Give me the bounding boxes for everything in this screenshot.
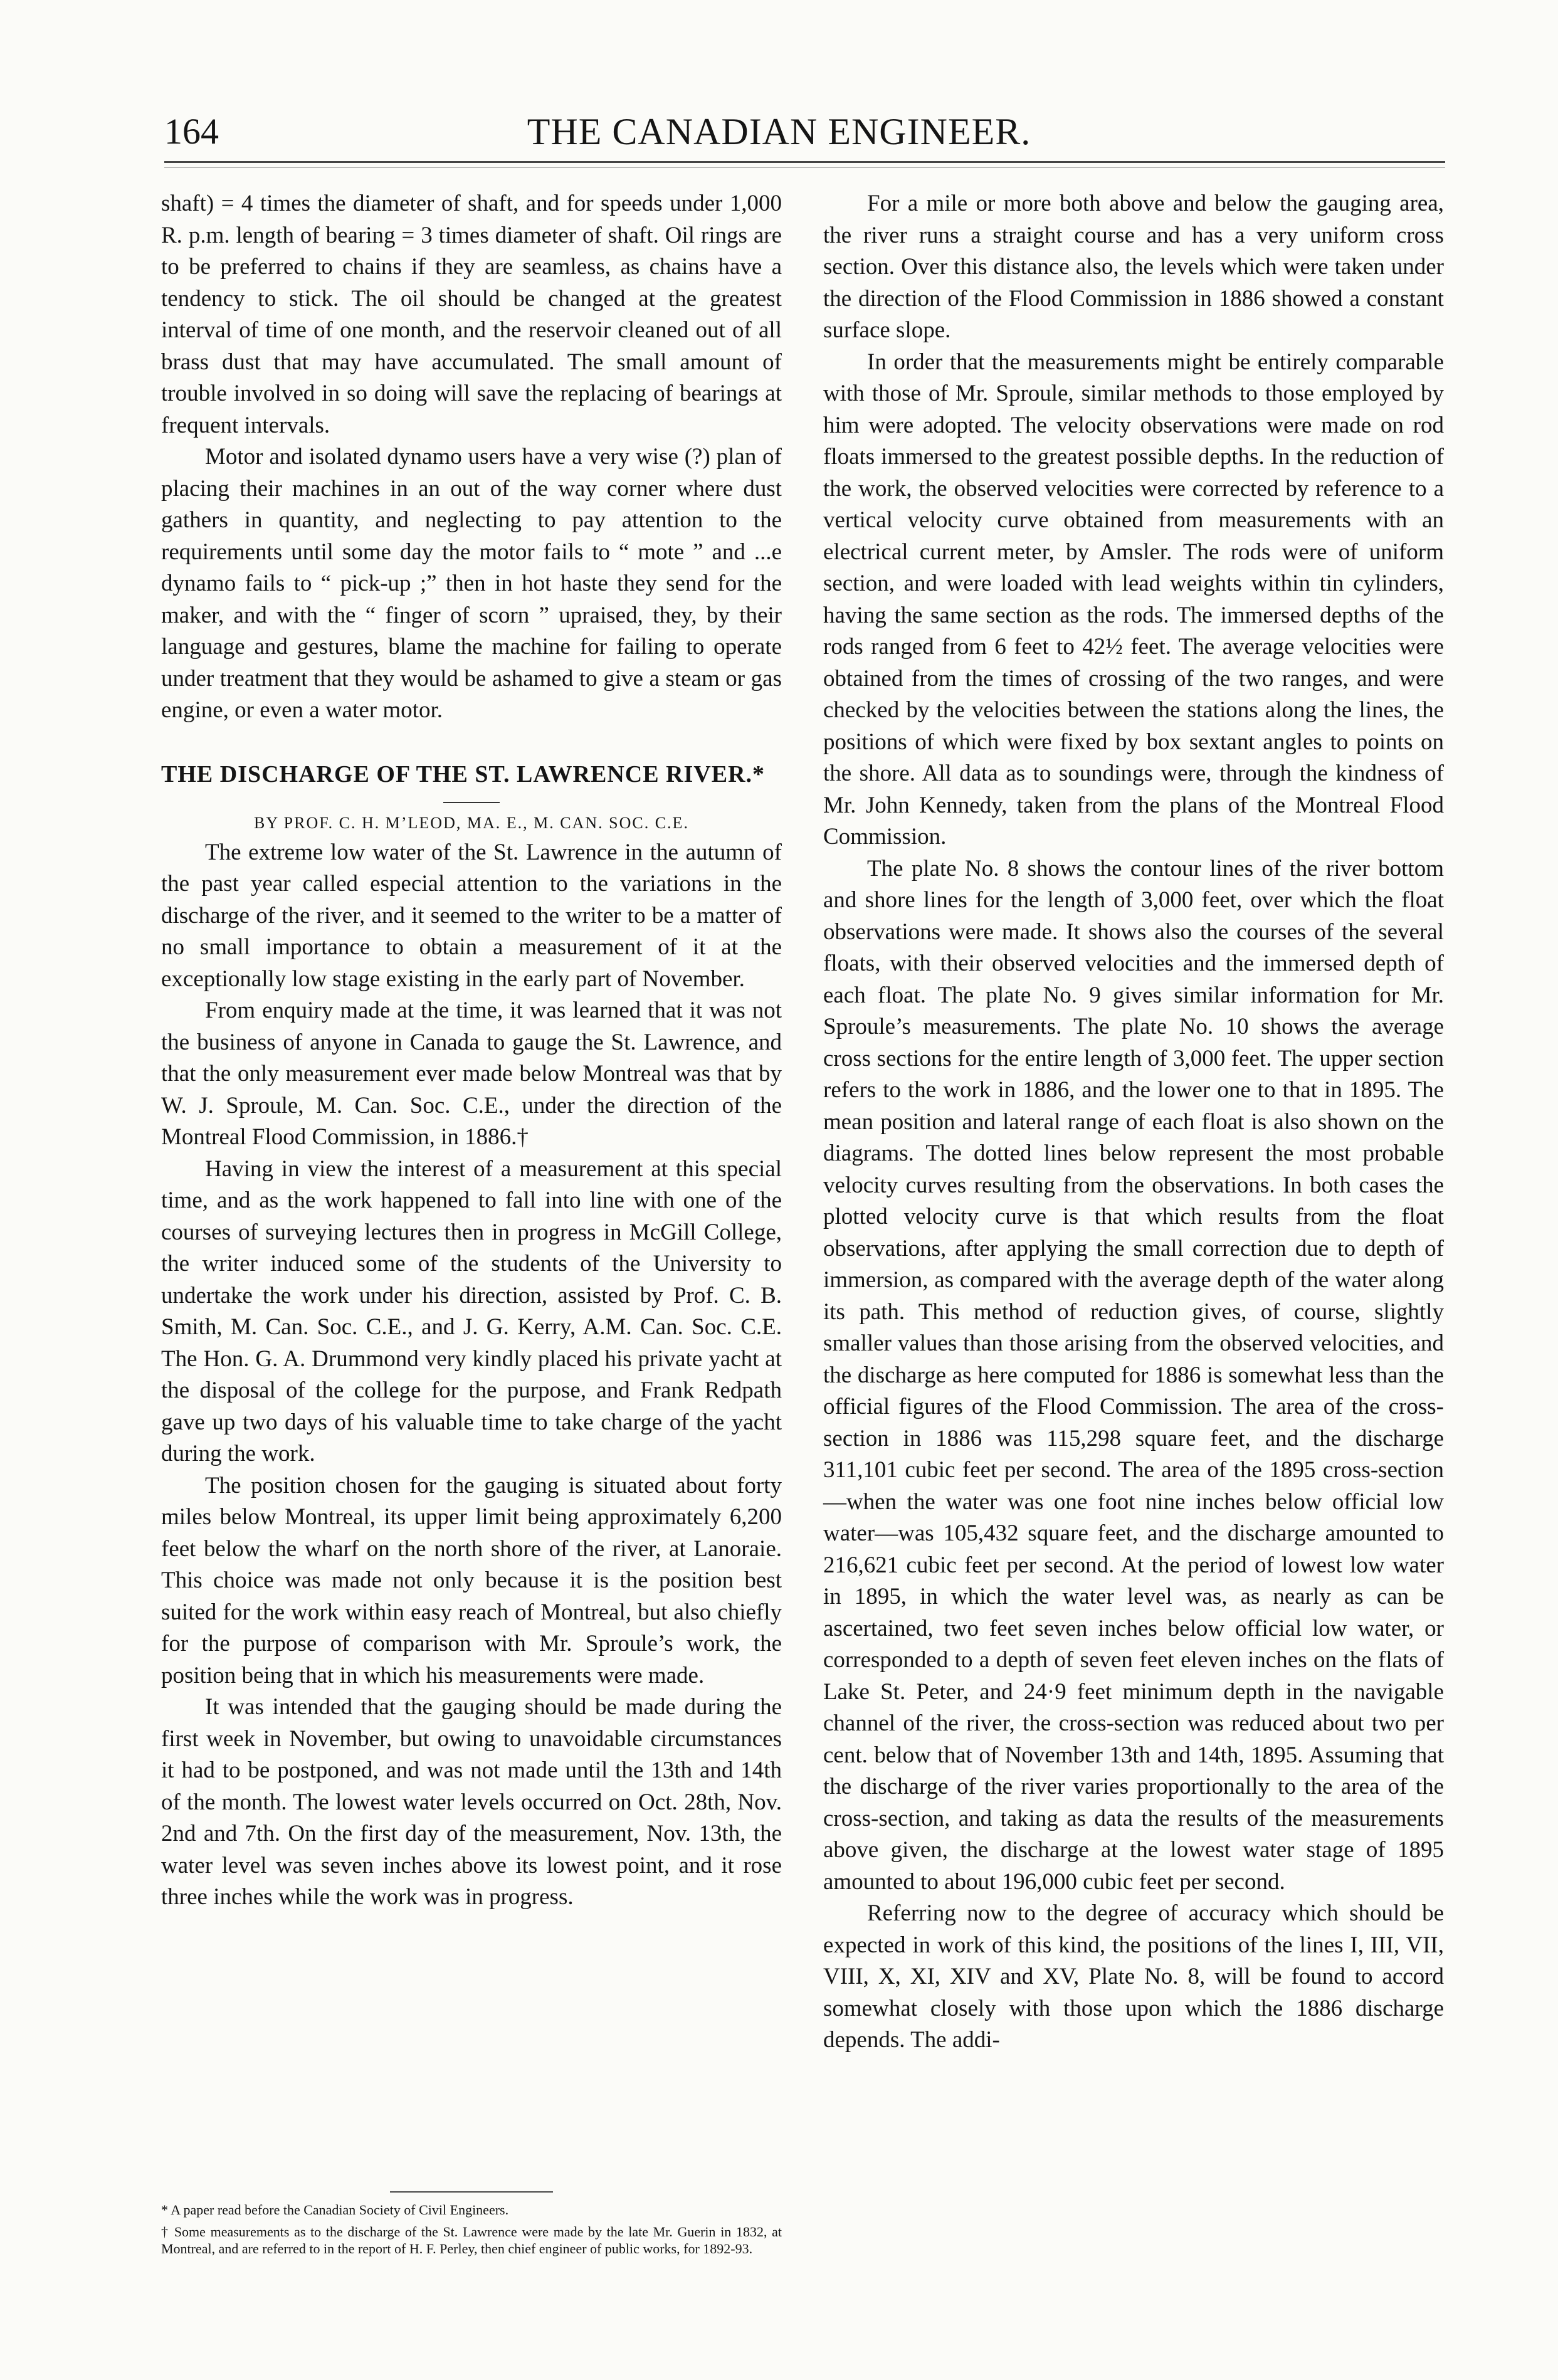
article-title: THE DISCHARGE OF THE ST. LAWRENCE RIVER.* [161,761,766,787]
header-rule [164,161,1445,163]
article-paragraph: The plate No. 8 shows the contour lines of the river bottom and shore lines for the length of 3,000 feet, over which the float observations were made. It shows also the courses of the several floats, with their observed velocities and the immersed depth of each float. The plate No. 9 gives similar information for Mr. Sproule’s measurements. The plate No. 10 shows the average cross sections for the entire length of 3,000 feet. The upper section refers to the work in 1886, and the lower one to that in 1895. The mean position and lateral range of each float is also shown on the diagrams. The dotted lines below represent the most probable velocity curves resulting from the observations. In both cases the plotted velocity curve is that which results from the float observations, after applying the small correction due to depth of immersion, as compared with the average depth of the water along its path. This method of reduction gives, of course, slightly smaller values than those arising from the observed velocities, and the discharge as here computed for 1886 is somewhat less than the official figures of the Flood Commission. The area of the cross-section in 1886 was 115,298 square feet, and the discharge 311,101 cubic feet per second. The area of the 1895 cross-section—when the water was one foot nine inches below official low water—was 105,432 square feet, and the discharge amounted to 216,621 cubic feet per second. At the period of lowest low water in 1895, in which the water level was, as nearly as can be ascertained, two feet seven inches below official low water, or corresponded to a depth of seven feet eleven inches on the flats of Lake St. Peter, and 24·9 feet minimum depth in the navigable channel of the river, the cross-section was reduced about two per cent. below that of November 13th and 14th, 1895. Assuming that the discharge of the river varies proportionally to the area of the cross-section, and taking as data the results of the measurements above given, the discharge at the lowest water stage of 1895 amounted to about 196,000 cubic feet per second. [823,855,1444,1895]
right-column [823,188,1444,2056]
left-column [161,188,782,1914]
footnote: * A paper read before the Canadian Society of Civil Engineers. [161,2202,509,2218]
article-paragraph: From enquiry made at the time, it was learned that it was not the business of anyone in Canada to gauge the St. Lawrence, and that the only measurement ever made below Montreal was that by W. J. Sproule, M. Can. Soc. C.E., under the direction of the Montreal Flood Commission, in 1886.† [161,998,782,1150]
page-header [0,110,1558,166]
article-paragraph: The position chosen for the gauging is situated about forty miles below Montreal, its upper limit being approximately 6,200 feet below the wharf on the north shore of the river, at Lanoraie. This choice was made not only because it is the position best suited for the work within easy reach of Montreal, but also chiefly for the purpose of comparison with Mr. Sproule’s work, the position being that in which his measurements were made. [161,1472,782,1688]
page-number: 164 [164,111,219,152]
running-head: THE CANADIAN ENGINEER. [527,111,1031,152]
article-paragraph: For a mile or more both above and below the gauging area, the river runs a straight course and has a very uniform cross section. Over this distance also, the levels which were taken under the direction of the Flood Commission in 1886 showed a constant surface slope. [823,191,1444,343]
article-paragraph: Referring now to the degree of accuracy which should be expected in work of this kind, the positions of the lines I, III, VII, VIII, X, XI, XIV and XV, Plate No. 8, will be found to accord somewhat closely with those upon which the 1886 discharge depends. The addi- [823,1900,1444,2053]
footnote-rule [390,2191,553,2193]
header-rule-thin [164,167,1445,168]
title-rule [443,802,500,803]
article-paragraph: Having in view the interest of a measurement at this special time, and as the work happened to fall into line with one of the courses of surveying lectures then in progress in McGill College, the writer induced some of the students of the University to undertake the work under his direction, assisted by Prof. C. B. Smith, M. Can. Soc. C.E., and J. G. Kerry, A.M. Can. Soc. C.E. The Hon. G. A. Drummond very kindly placed his private yacht at the disposal of the college for the purpose, and Frank Redpath gave up two days of his valuable time to take charge of the yacht during the work. [161,1156,782,1466]
byline: BY PROF. C. H. M’LEOD, MA. E., M. CAN. SOC. C.E. [254,813,689,832]
motor-paragraph: Motor and isolated dynamo users have a very wise (?) plan of placing their machines in an out of the way corner where dust gathers in quantity, and neglecting to pay attention to the requirements until some day the motor fails to “ mote ” and ...e dynamo fails to “ pick-up ;” then in hot haste they send for the maker, and with the “ finger of scorn ” upraised, they, by their language and gestures, blame the machine for failing to operate under treatment that they would be ashamed to give a steam or gas engine, or even a water motor. [161,444,782,723]
continued-paragraph: shaft) = 4 times the diameter of shaft, and for speeds under 1,000 R. p.m. length of bearing = 3 times diameter of shaft. Oil rings are to be preferred to chains if they are seamless, as chains have a tendency to stick. The oil should be changed at the greatest interval of time of one month, and the reservoir cleaned out of all brass dust that may have accumulated. The small amount of trouble involved in so doing will save the replacing of bearings at frequent intervals. [161,191,782,438]
footnote: † Some measurements as to the discharge of the St. Lawrence were made by the late Mr. Guerin in 1832, at Montreal, and are referred to in the report of H. F. Perley, then chief engineer of public works, for 1892-93. [161,2224,782,2256]
footnotes [161,2191,782,2262]
article-paragraph: It was intended that the gauging should be made during the first week in November, but owing to unavoidable circumstances it had to be postponed, and was not made until the 13th and 14th of the month. The lowest water levels occurred on Oct. 28th, Nov. 2nd and 7th. On the first day of the measurement, Nov. 13th, the water level was seven inches above its lowest point, and it rose three inches while the work was in progress. [161,1694,782,1910]
article-paragraph: The extreme low water of the St. Lawrence in the autumn of the past year called especial attention to the variations in the discharge of the river, and it seemed to the writer to be a matter of no small importance to obtain a measurement of it at the exceptionally low stage existing in the early part of November. [161,839,782,992]
article-paragraph: In order that the measurements might be entirely comparable with those of Mr. Sproule, similar methods to those employed by him were adopted. The velocity observations were made on rod floats immersed to the greatest possible depths. In the reduction of the work, the observed velocities were corrected by reference to a vertical velocity curve obtained from measurements with an electrical current meter, by Amsler. The rods were of uniform section, and were loaded with lead weights within tin cylinders, having the same section as the rods. The immersed depths of the rods ranged from 6 feet to 42½ feet. The average velocities were obtained from the times of crossing of the two ranges, and were checked by the velocities between the stations along the lines, the positions of which were fixed by box sextant angles to points on the shore. All data as to soundings were, through the kindness of Mr. John Kennedy, taken from the plans of the Montreal Flood Commission. [823,349,1444,850]
